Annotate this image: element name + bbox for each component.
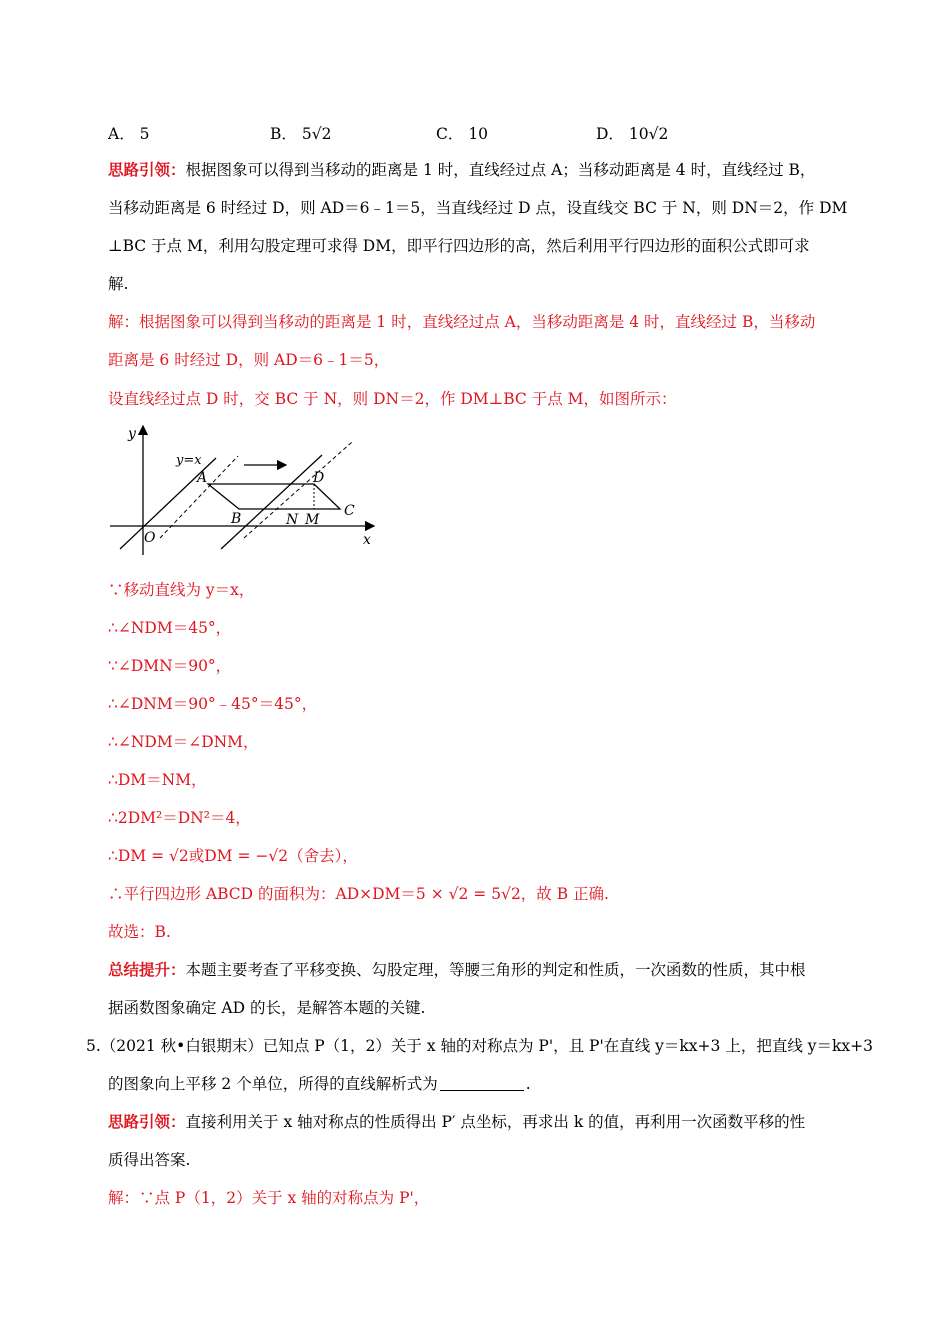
step-1: ∵移动直线为 y＝x， xyxy=(108,581,255,599)
q5-hint-line-1: 思路引领：直接利用关于 x 轴对称点的性质得出 P′ 点坐标，再求出 k 的值，再利用一次函数平移的性 xyxy=(108,1112,806,1131)
option-d: D． 10√2 xyxy=(596,125,669,143)
q5-hint-line-2: 质得出答案. xyxy=(108,1151,191,1169)
q5-line-2: 的图象向上平移 2 个单位，所得的直线解析式为 . xyxy=(108,1075,531,1093)
step-10: 故选：B. xyxy=(108,923,171,941)
label-n: N xyxy=(286,512,299,528)
summary-line-2: 据函数图象确定 AD 的长，是解答本题的关键. xyxy=(108,999,426,1017)
label-c: C xyxy=(344,503,355,519)
option-c: C． 10 xyxy=(436,125,489,143)
q4-solution-line-2: 距离是 6 时经过 D，则 AD＝6﹣1＝5， xyxy=(108,351,390,369)
label-d: D xyxy=(313,470,325,486)
label-a: A xyxy=(197,470,208,486)
label-b: B xyxy=(231,511,242,527)
label-o: O xyxy=(144,530,156,546)
geometry-figure xyxy=(108,420,383,560)
shifted-line xyxy=(221,455,325,549)
step-6: ∴DM＝NM， xyxy=(108,771,207,789)
parallelogram-abcd xyxy=(208,484,340,509)
q4-solution-line-3: 设直线经过点 D 时，交 BC 于 N，则 DN＝2，作 DM⊥BC 于点 M，如图所示： xyxy=(108,390,677,408)
step-9: ∴平行四边形 ABCD 的面积为：AD×DM＝5 × √2 = 5√2，故 B 正确. xyxy=(108,885,609,903)
label-x: x xyxy=(363,532,371,548)
step-7: ∴2DM²＝DN²＝4， xyxy=(108,809,251,827)
option-b: B． 5√2 xyxy=(270,125,332,143)
label-m: M xyxy=(305,512,320,528)
q4-hint-line-4: 解. xyxy=(108,275,129,293)
q4-solution-line-1: 解：根据图象可以得到当移动的距离是 1 时，直线经过点 A，当移动距离是 4 时，直线经过 B，当移动 xyxy=(108,313,816,331)
q4-hint-line-3: ⊥BC 于点 M，利用勾股定理可求得 DM，即平行四边形的高，然后利用平行四边形的面积公式即可求 xyxy=(108,237,810,255)
label-y: y xyxy=(128,426,136,442)
q4-hint-line-2: 当移动距离是 6 时经过 D，则 AD＝6﹣1＝5，当直线经过 D 点，设直线交 BC 于 N，则 DN＝2，作 DM xyxy=(108,199,848,217)
step-5: ∴∠NDM＝∠DNM， xyxy=(108,733,259,751)
q5-number: 5. xyxy=(86,1037,101,1055)
q4-hint-line-1: 思路引领：根据图象可以得到当移动的距离是 1 时，直线经过点 A；当移动距离是 4 时，直线经过 B， xyxy=(108,160,816,179)
step-8: ∴DM = √2或DM = −√2（舍去）， xyxy=(108,847,358,865)
hint-label: 思路引领： xyxy=(108,160,186,179)
step-4: ∴∠DNM＝90°﹣45°＝45°， xyxy=(108,695,318,713)
step-3: ∵∠DMN＝90°， xyxy=(108,657,232,675)
q5-solution-line: 解：∵点 P（1，2）关于 x 轴的对称点为 P'， xyxy=(108,1189,430,1207)
step-2: ∴∠NDM＝45°， xyxy=(108,619,232,637)
option-a: A． 5 xyxy=(108,125,150,143)
summary-label: 总结提升： xyxy=(108,960,186,979)
hint-label: 思路引领： xyxy=(108,1112,186,1131)
q5-line-1: 5.（2021 秋•白银期末）已知点 P（1，2）关于 x 轴的对称点为 P'，且 P'在直线 y＝kx+3 上，把直线 y＝kx+3 xyxy=(86,1037,873,1055)
answer-blank xyxy=(440,1076,524,1091)
label-line: y=x xyxy=(176,453,202,468)
summary-line-1: 总结提升：本题主要考查了平移变换、勾股定理，等腰三角形的判定和性质，一次函数的性质，其中根 xyxy=(108,960,806,979)
